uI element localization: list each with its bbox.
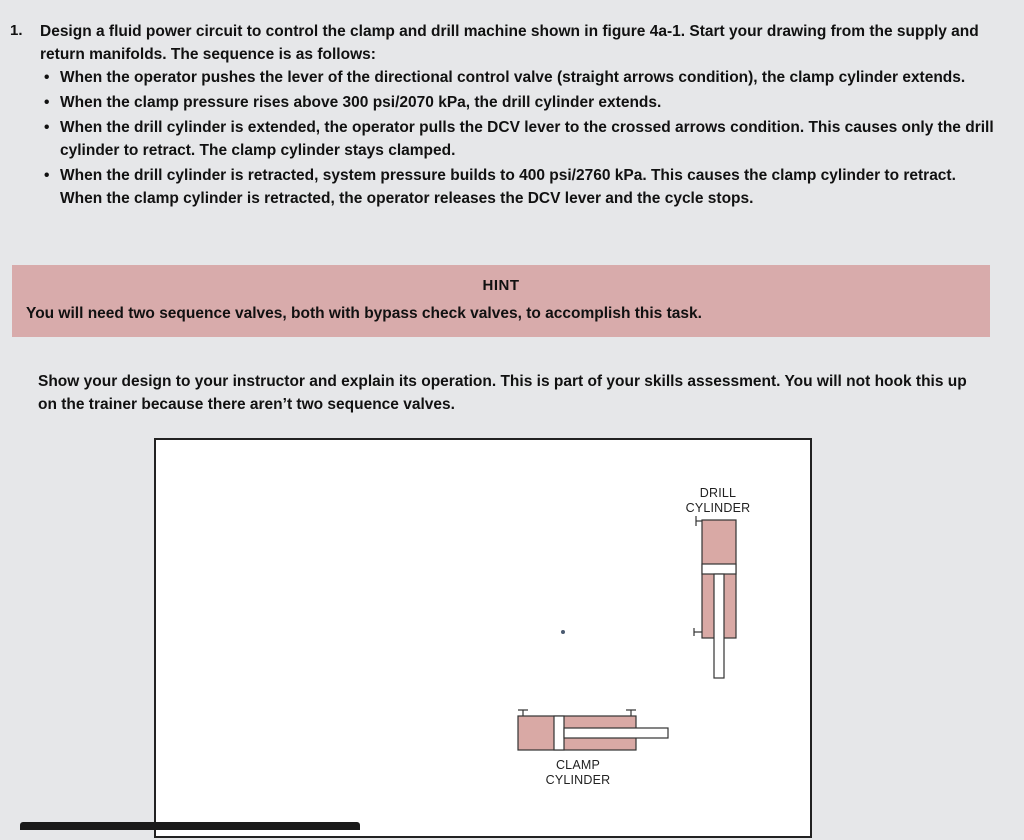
machine-figure — [154, 438, 812, 838]
stray-dot — [561, 630, 565, 634]
drill-cylinder — [694, 516, 736, 678]
hint-title: HINT — [482, 277, 520, 294]
sequence-step-2: • When the clamp pressure rises above 300 psi/2070 kPa, the drill cylinder extends. — [40, 91, 1000, 114]
sequence-step-4: • When the drill cylinder is retracted, system pressure builds to 400 psi/2760 kPa. This causes the clamp cylinder to retract. When the clamp cylinder is retracted, the operator releases the DCV lever and the cycle stops. — [40, 164, 1000, 210]
sequence-steps — [40, 66, 1000, 210]
question-number: 1. — [10, 22, 23, 39]
sequence-step-3: • When the drill cylinder is extended, the operator pulls the DCV lever to the crossed arrows condition. This causes only the drill cylinder to retract. The clamp cylinder stays clamped. — [40, 116, 1000, 162]
clamp-cylinder — [518, 710, 668, 750]
bottom-edge-bar — [20, 822, 360, 830]
hint-text: You will need two sequence valves, both with bypass check valves, to accomplish this task. — [26, 305, 702, 322]
drill-cylinder-piston — [702, 564, 736, 574]
drill-cylinder-rod — [714, 574, 724, 678]
question-intro: Design a fluid power circuit to control the clamp and drill machine shown in figure 4a-1. Start your drawing from the supply and return manifolds. The sequence is as follows: — [40, 23, 979, 63]
drill-cylinder-label: DRILL CYLINDER — [685, 486, 751, 515]
clamp-cylinder-piston — [554, 716, 564, 750]
hint-box — [12, 265, 990, 337]
clamp-cylinder-rod — [564, 728, 668, 738]
clamp-cylinder-label: CLAMP CYLINDER — [545, 758, 611, 787]
assessment-text: Show your design to your instructor and explain its operation. This is part of your skills assessment. You will not hook this up on the trainer because there aren’t two sequence valves. — [38, 373, 967, 413]
question-body — [40, 20, 1000, 212]
sequence-step-1: • When the operator pushes the lever of the directional control valve (straight arrows condition), the clamp cylinder extends. — [40, 66, 1000, 89]
